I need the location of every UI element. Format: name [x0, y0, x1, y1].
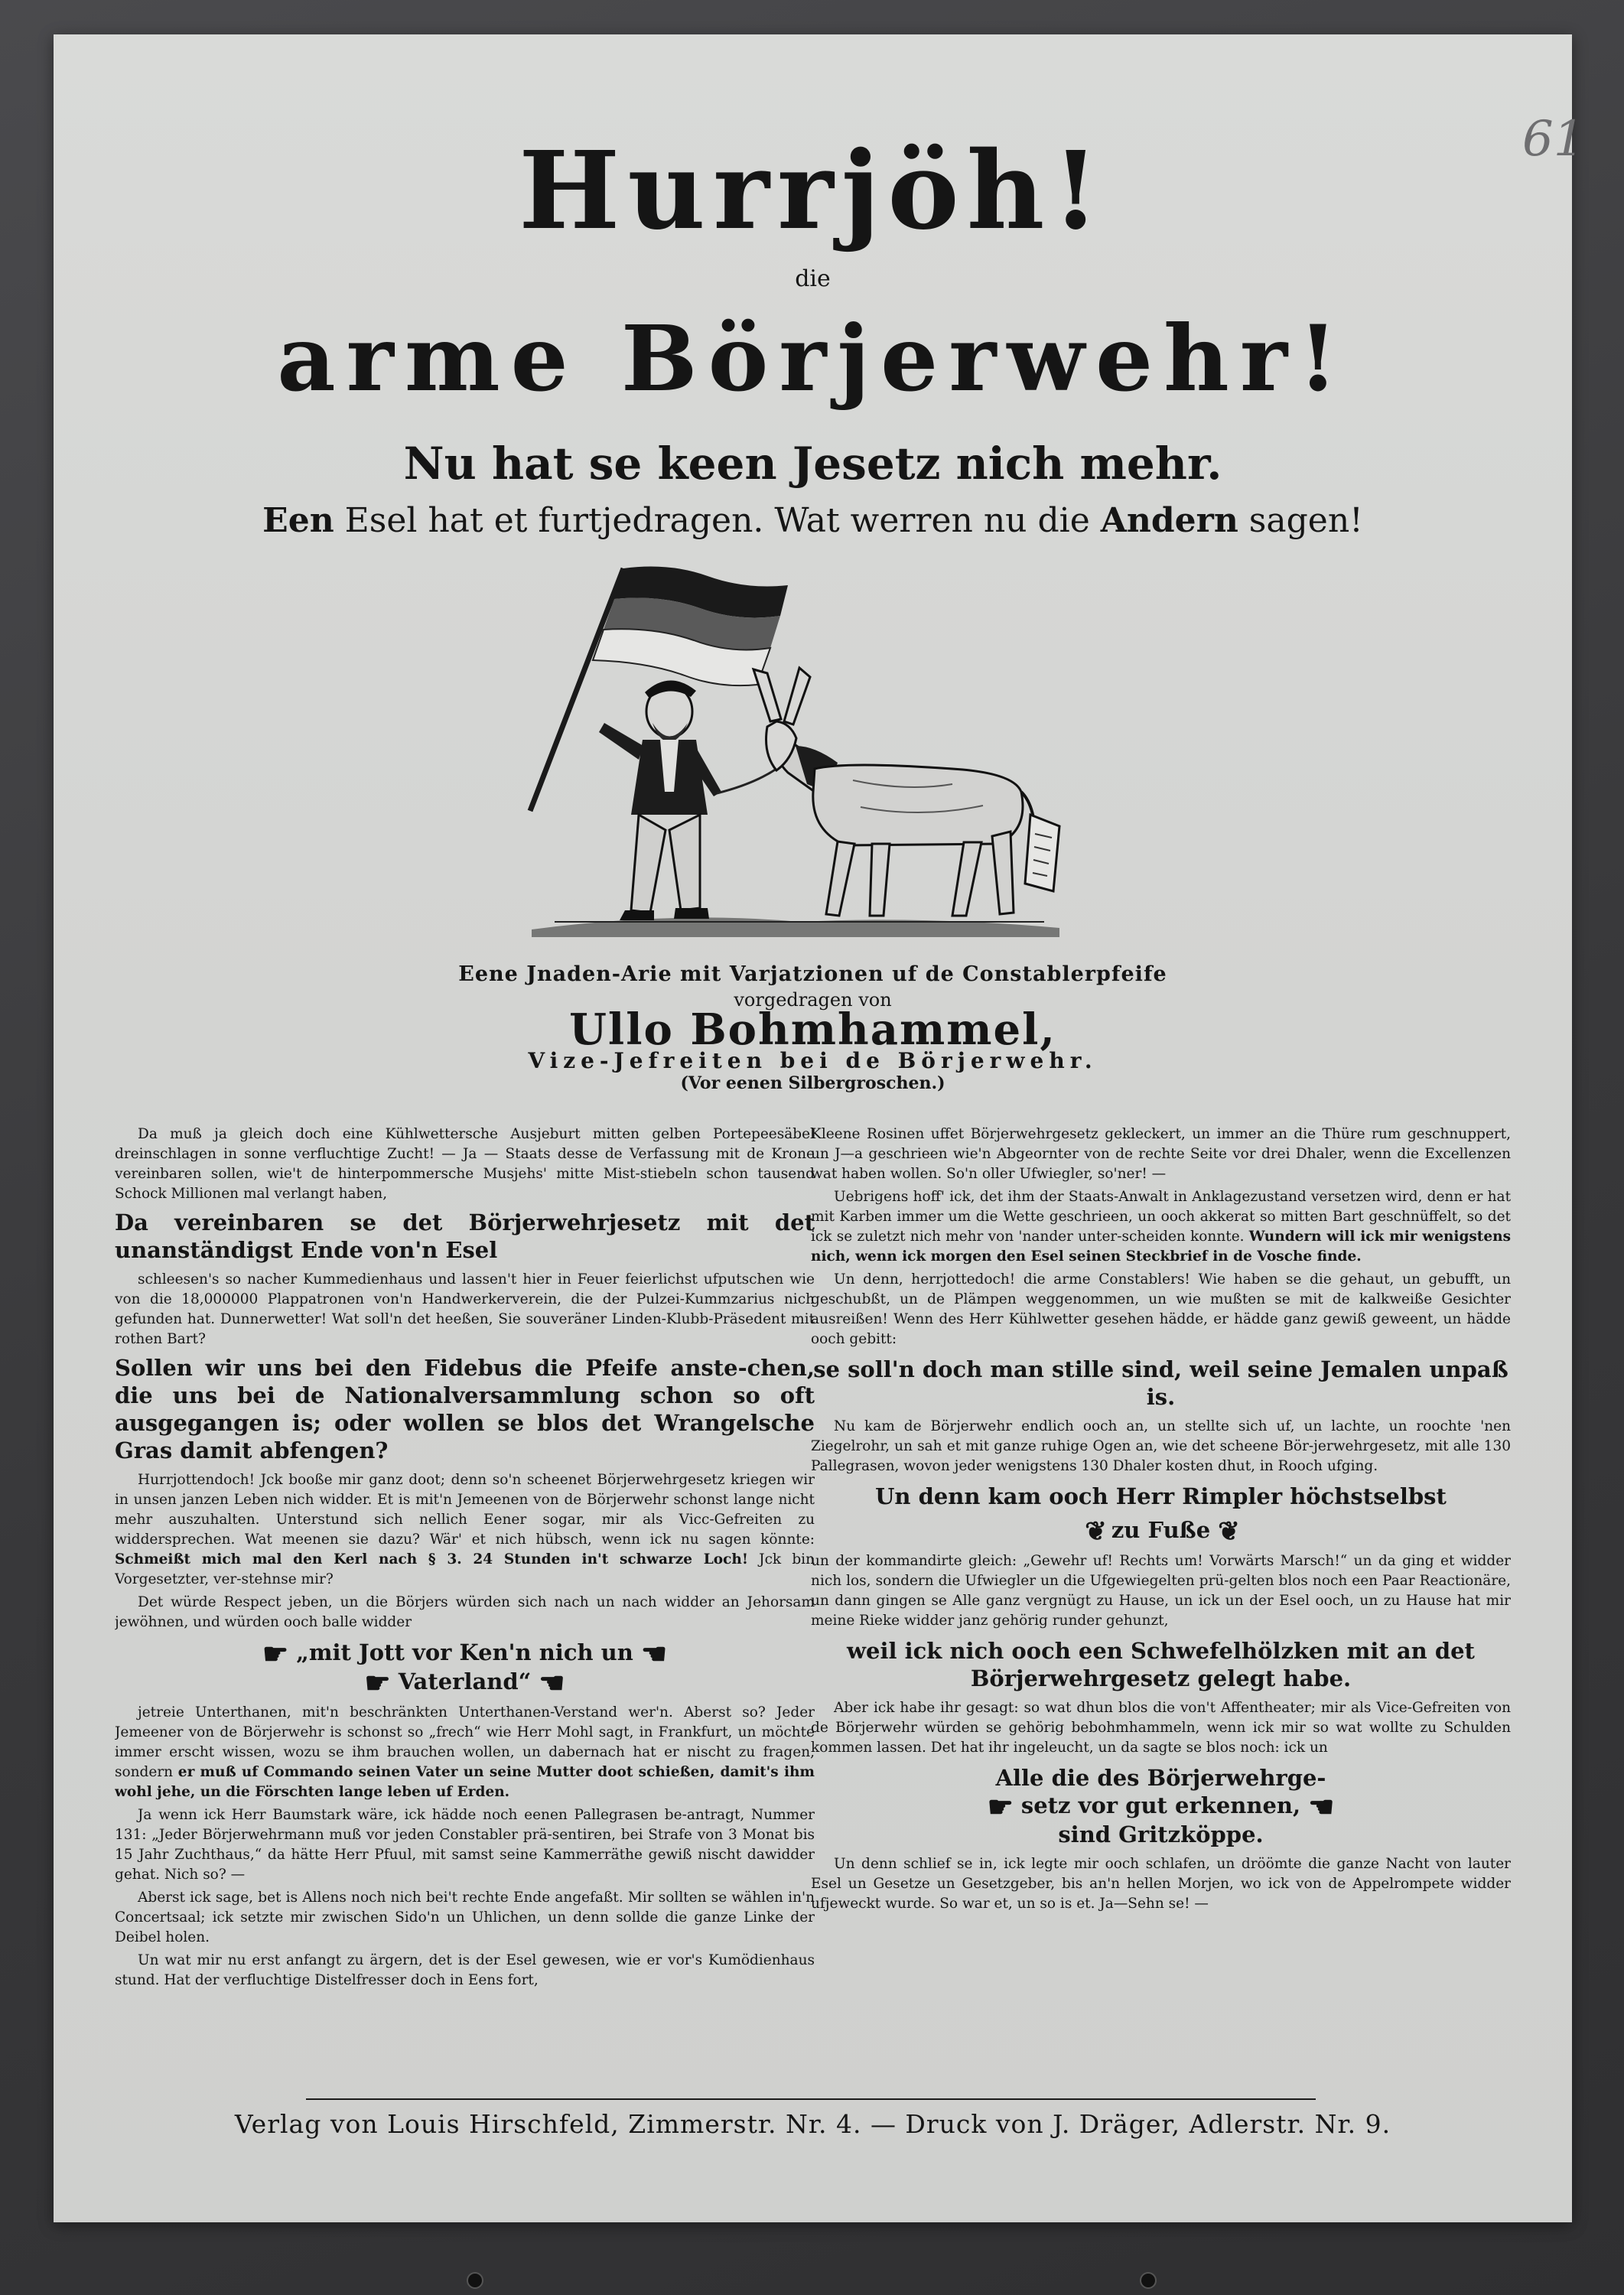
right-paragraph-2	[811, 1187, 1511, 1267]
left-paragraph-3-text: Hurrjottendoch! Jck booße mir ganz doot; denn so'n scheenet Börjerwehrgesetz kriegen wir in unsen janzen Leben nich widder. Et is mit'n Jemeenen von de Börjerwehr schonst lange nicht mehr auszuhalten. Unterstund sich nellich Eener sogar, mir als Vicc-Gefreiten zu widdersprechen. Wat meenen sie dazu? Wär' et nich hübsch, wenn ick nu sagen könnte:	[115, 1472, 815, 1548]
footer-rule	[306, 2098, 1316, 2100]
pointing-hand-right-icon: ☛	[987, 1789, 1014, 1824]
author-rank: Vize-Jefreiten bei de Börjerwehr.	[528, 1048, 1098, 1073]
headline: Hurrjöh!	[519, 129, 1107, 254]
left-paragraph-6: Ja wenn ick Herr Baumstark wäre, ick hädde noch eenen Pallegrasen be-antragt, Nummer 131: „Jeder Börjerwehrmann muß vor jeden Constabler prä-sentiren, bei Strafe von 3 Monat bis 15 Jahr Zuchthaus,“ da hätte Herr Pfuul, mit samst seine Kammerräthe gewiß nischt dawidder gehat. Nich so? —	[115, 1807, 815, 1883]
pointing-hand-left-icon: ☚	[1308, 1789, 1335, 1824]
right-paragraph-7: Un denn schlief se in, ick legte mir ooch schlafen, un dröömte die ganze Nacht von lauter Esel un Gesetze un Gesetzgeber, bis an'n hellen Morjen, wo ick von de Appelrompete widder ufjeweckt wurde. So war et, un so is et. Ja—Sehn se! —	[811, 1856, 1511, 1912]
pointing-hand-left-icon: ☚	[539, 1665, 565, 1700]
motto-line-1: „mit Jott vor Ken'n nich un	[296, 1639, 633, 1665]
pencil-annotation: 61	[1522, 111, 1585, 168]
right-paragraph-6: Aber ick habe ihr gesagt: so wat dhun blos die von't Affentheater; mir als Vice-Gefreiten von de Börjerwehr würden se gehörig bebohmhammeln, wenn ick mir so wat wollte zu Schulden kommen lassen. Det hat ihr ingeleucht, un da sagte se blos noch: ick un	[811, 1700, 1511, 1756]
right-emphasis-3: weil ick nich ooch een Schwefelhölzken mit an det Börjerwehrgesetz gelegt habe.	[847, 1638, 1475, 1691]
left-paragraph-3	[115, 1470, 815, 1590]
right-paragraph-3: Un denn, herrjottedoch! die arme Constablers! Wie haben se die gehaut, un gebufft, un geschubßt, un de Plämpen weggenommen, un wie mußten se mit de kalkweiße Gesichter ausreißen! Wenn des Herr Kühlwetter gesehen hädde, er hädde ganz gewiß geweent, un hädde ooch gebitt:	[811, 1271, 1511, 1347]
gritzkoeppe-line-2: setz vor gut erkennen,	[1020, 1792, 1301, 1818]
left-emphasis-2: Sollen wir uns bei den Fidebus die Pfeife anste-chen, die uns bei de Nationalversammlung schon so oft ausgegangen is; oder wollen se blos det Wrangelsche Gras damit abfengen?	[115, 1355, 815, 1463]
mounting-pin	[1141, 2274, 1155, 2287]
left-paragraph-3-end: Jck bin Vorgesetzter, ver-stehnse mir?	[115, 1551, 815, 1587]
pointing-hand-left-icon: ☚	[640, 1636, 668, 1671]
gritzkoeppe-line-1: Alle die des Börjerwehrge-	[995, 1765, 1326, 1791]
left-emphasis-1: Da vereinbaren se det Börjerwehrjesetz mit det unanständigst Ende von'n Esel	[115, 1209, 815, 1263]
right-paragraph-5: un der kommandirte gleich: „Gewehr uf! Rechts um! Vorwärts Marsch!“ un da ging et widder nich los, sondern die Ufwiegler un die Ufgewiegelten prü-gelten blos noch een Paar Reactionäre, un dann gingen se Alle ganz vergnügt zu Hause, un ick un der Esel ooch, un zu Hause hat mir meine Rieke widder janz gehörig runder gehunzt,	[811, 1553, 1511, 1629]
left-paragraph-4: Det würde Respect jeben, un die Börjers würden sich nach un nach widder an Jehorsam jewöhnen, und würden ooch balle widder	[115, 1594, 815, 1630]
motto-line-2: Vaterland“	[398, 1668, 532, 1694]
headline-die: die	[795, 265, 831, 292]
tagline: Nu hat se keen Jesetz nich mehr.	[403, 438, 1222, 490]
broadsheet	[54, 34, 1585, 2222]
flourish-icon: ❦	[1218, 1516, 1237, 1547]
right-paragraph-2-highlight: Wundern will ick mir wenigstens nich, wenn ick morgen den Esel seinen Steckbrief in de Vosche finde.	[811, 1229, 1511, 1265]
left-column	[115, 1125, 815, 2111]
right-emphasis-1: se soll'n doch man stille sind, weil seine Jemalen unpaß is.	[813, 1356, 1508, 1410]
pointing-hand-right-icon: ☛	[262, 1636, 289, 1671]
right-emphasis-2b	[811, 1516, 1511, 1545]
tagline-2	[54, 501, 1572, 540]
price-note: (Vor eenen Silbergroschen.)	[680, 1073, 945, 1093]
right-emphasis-2b-text: zu Fuße	[1111, 1517, 1211, 1543]
tagline-2-end: sagen!	[1238, 501, 1363, 540]
left-paragraph-7: Aberst ick sage, bet is Allens noch nich bei't rechte Ende angefaßt. Mir sollten se wählen in'n Concertsaal; ick setzte mir zwischen Sido'n un Uhlichen, un denn sollde die ganze Linke der Deibel holen.	[115, 1890, 815, 1945]
left-paragraph-3-highlight: Schmeißt mich mal den Kerl nach § 3. 24 Stunden in't schwarze Loch!	[115, 1551, 748, 1567]
aria-heading: Eene Jnaden-Arie mit Varjatzionen uf de Constablerpfeife	[458, 962, 1167, 986]
right-paragraph-4: Nu kam de Börjerwehr endlich ooch an, un stellte sich uf, un lachte, un roochte 'nen Ziegelrohr, un sah et mit ganze ruhige Ogen an, wie det scheene Bör-jerwehrgesetz, mit alle 130 Pallegrasen, wovon jeder wenigstens 130 Dhaler kosten dhut, in Rooch ufging.	[811, 1418, 1511, 1474]
tagline-2-een: Een	[262, 501, 334, 540]
left-paragraph-5-text: jetreie Unterthanen, mit'n beschränkten Unterthanen-Verstand wer'n. Aberst so? Jeder Jemeener von de Börjerwehr is schonst so „frech“ wie Herr Mohl sagt, in Frankfurt, un möchte immer erscht wissen, wozu se ihm brauchen wollen, un dabernach hat er nischt zu fragen, sondern	[115, 1704, 815, 1780]
motto-block	[115, 1636, 815, 1700]
tagline-2-mid: Esel hat et furtjedragen. Wat werren nu die	[334, 501, 1101, 540]
left-paragraph-8: Un wat mir nu erst anfangt zu ärgern, det is der Esel gewesen, wie er vor's Kumödienhaus stund. Hat der verfluchtige Distelfresser doch in Eens fort,	[115, 1952, 815, 1988]
left-paragraph-5-highlight: er muß uf Commando seinen Vater un seine Mutter doot schießen, damit's ihm wohl jehe, un die Förschten lange leben uf Erden.	[115, 1764, 815, 1800]
left-paragraph-2: schleesen's so nacher Kummedienhaus und lassen't hier in Feuer feierlichst ufputschen wie von die 18,000000 Plappatronen von'n Handwerkerverein, die der Pulzei-Kummzarius nich gefunden hat. Dunnerwetter! Wat soll'n det heeßen, Sie souveräner Linden-Klubb-Präsedent mit rothen Bart?	[115, 1271, 815, 1347]
subheadline: arme Börjerwehr!	[277, 305, 1349, 412]
gritzkoeppe-block	[811, 1764, 1511, 1848]
mounting-pin	[468, 2274, 482, 2287]
flourish-icon: ❦	[1085, 1516, 1104, 1547]
left-paragraph-1: Da muß ja gleich doch eine Kühlwettersche Ausjeburt mitten gelben Portepeesäbel dreinschlagen in sonne verfluchtige Zucht! — Ja — Staats desse de Verfassung mit de Krone vereinbaren sollen, wie't de hinterpommersche Musjehs' mitte Mist-stiebeln schon tausend Schock Millionen mal verlangt haben,	[115, 1126, 815, 1202]
performed-by-label: vorgedragen von	[734, 989, 892, 1011]
left-paragraph-5	[115, 1703, 815, 1802]
gritzkoeppe-line-3: sind Gritzköppe.	[1058, 1821, 1264, 1847]
right-column	[811, 1125, 1511, 2111]
imprint-footer: Verlag von Louis Hirschfeld, Zimmerstr. Nr. 4. — Druck von J. Dräger, Adlerstr. Nr. 9.	[234, 2109, 1391, 2139]
tagline-2-andern: Andern	[1100, 501, 1238, 540]
author-name: Ullo Bohmhammel,	[569, 1004, 1056, 1055]
man-with-flag-leading-donkey-illustration	[524, 562, 1075, 945]
right-emphasis-2: Un denn kam ooch Herr Rimpler höchstselbst	[875, 1483, 1447, 1509]
pointing-hand-right-icon: ☛	[364, 1665, 391, 1700]
right-paragraph-2-text: Uebrigens hoff' ick, det ihm der Staats-Anwalt in Anklagezustand versetzen wird, denn er hat mit Karben immer um die Wette geschrieen, un ooch akkerat so mitten Bart geschnüffelt, so det ick se zuletzt nich mehr von 'nander unter-scheiden konnte.	[811, 1189, 1511, 1245]
right-paragraph-1: Kleene Rosinen uffet Börjerwehrgesetz gekleckert, un immer an die Thüre rum geschnuppert, un J—a geschrieen wie'n Abgeornter von de rechte Seite vor drei Dhaler, wenn die Excellenzen wat haben wollen. So'n oller Ufwiegler, so'ner! —	[811, 1126, 1511, 1182]
